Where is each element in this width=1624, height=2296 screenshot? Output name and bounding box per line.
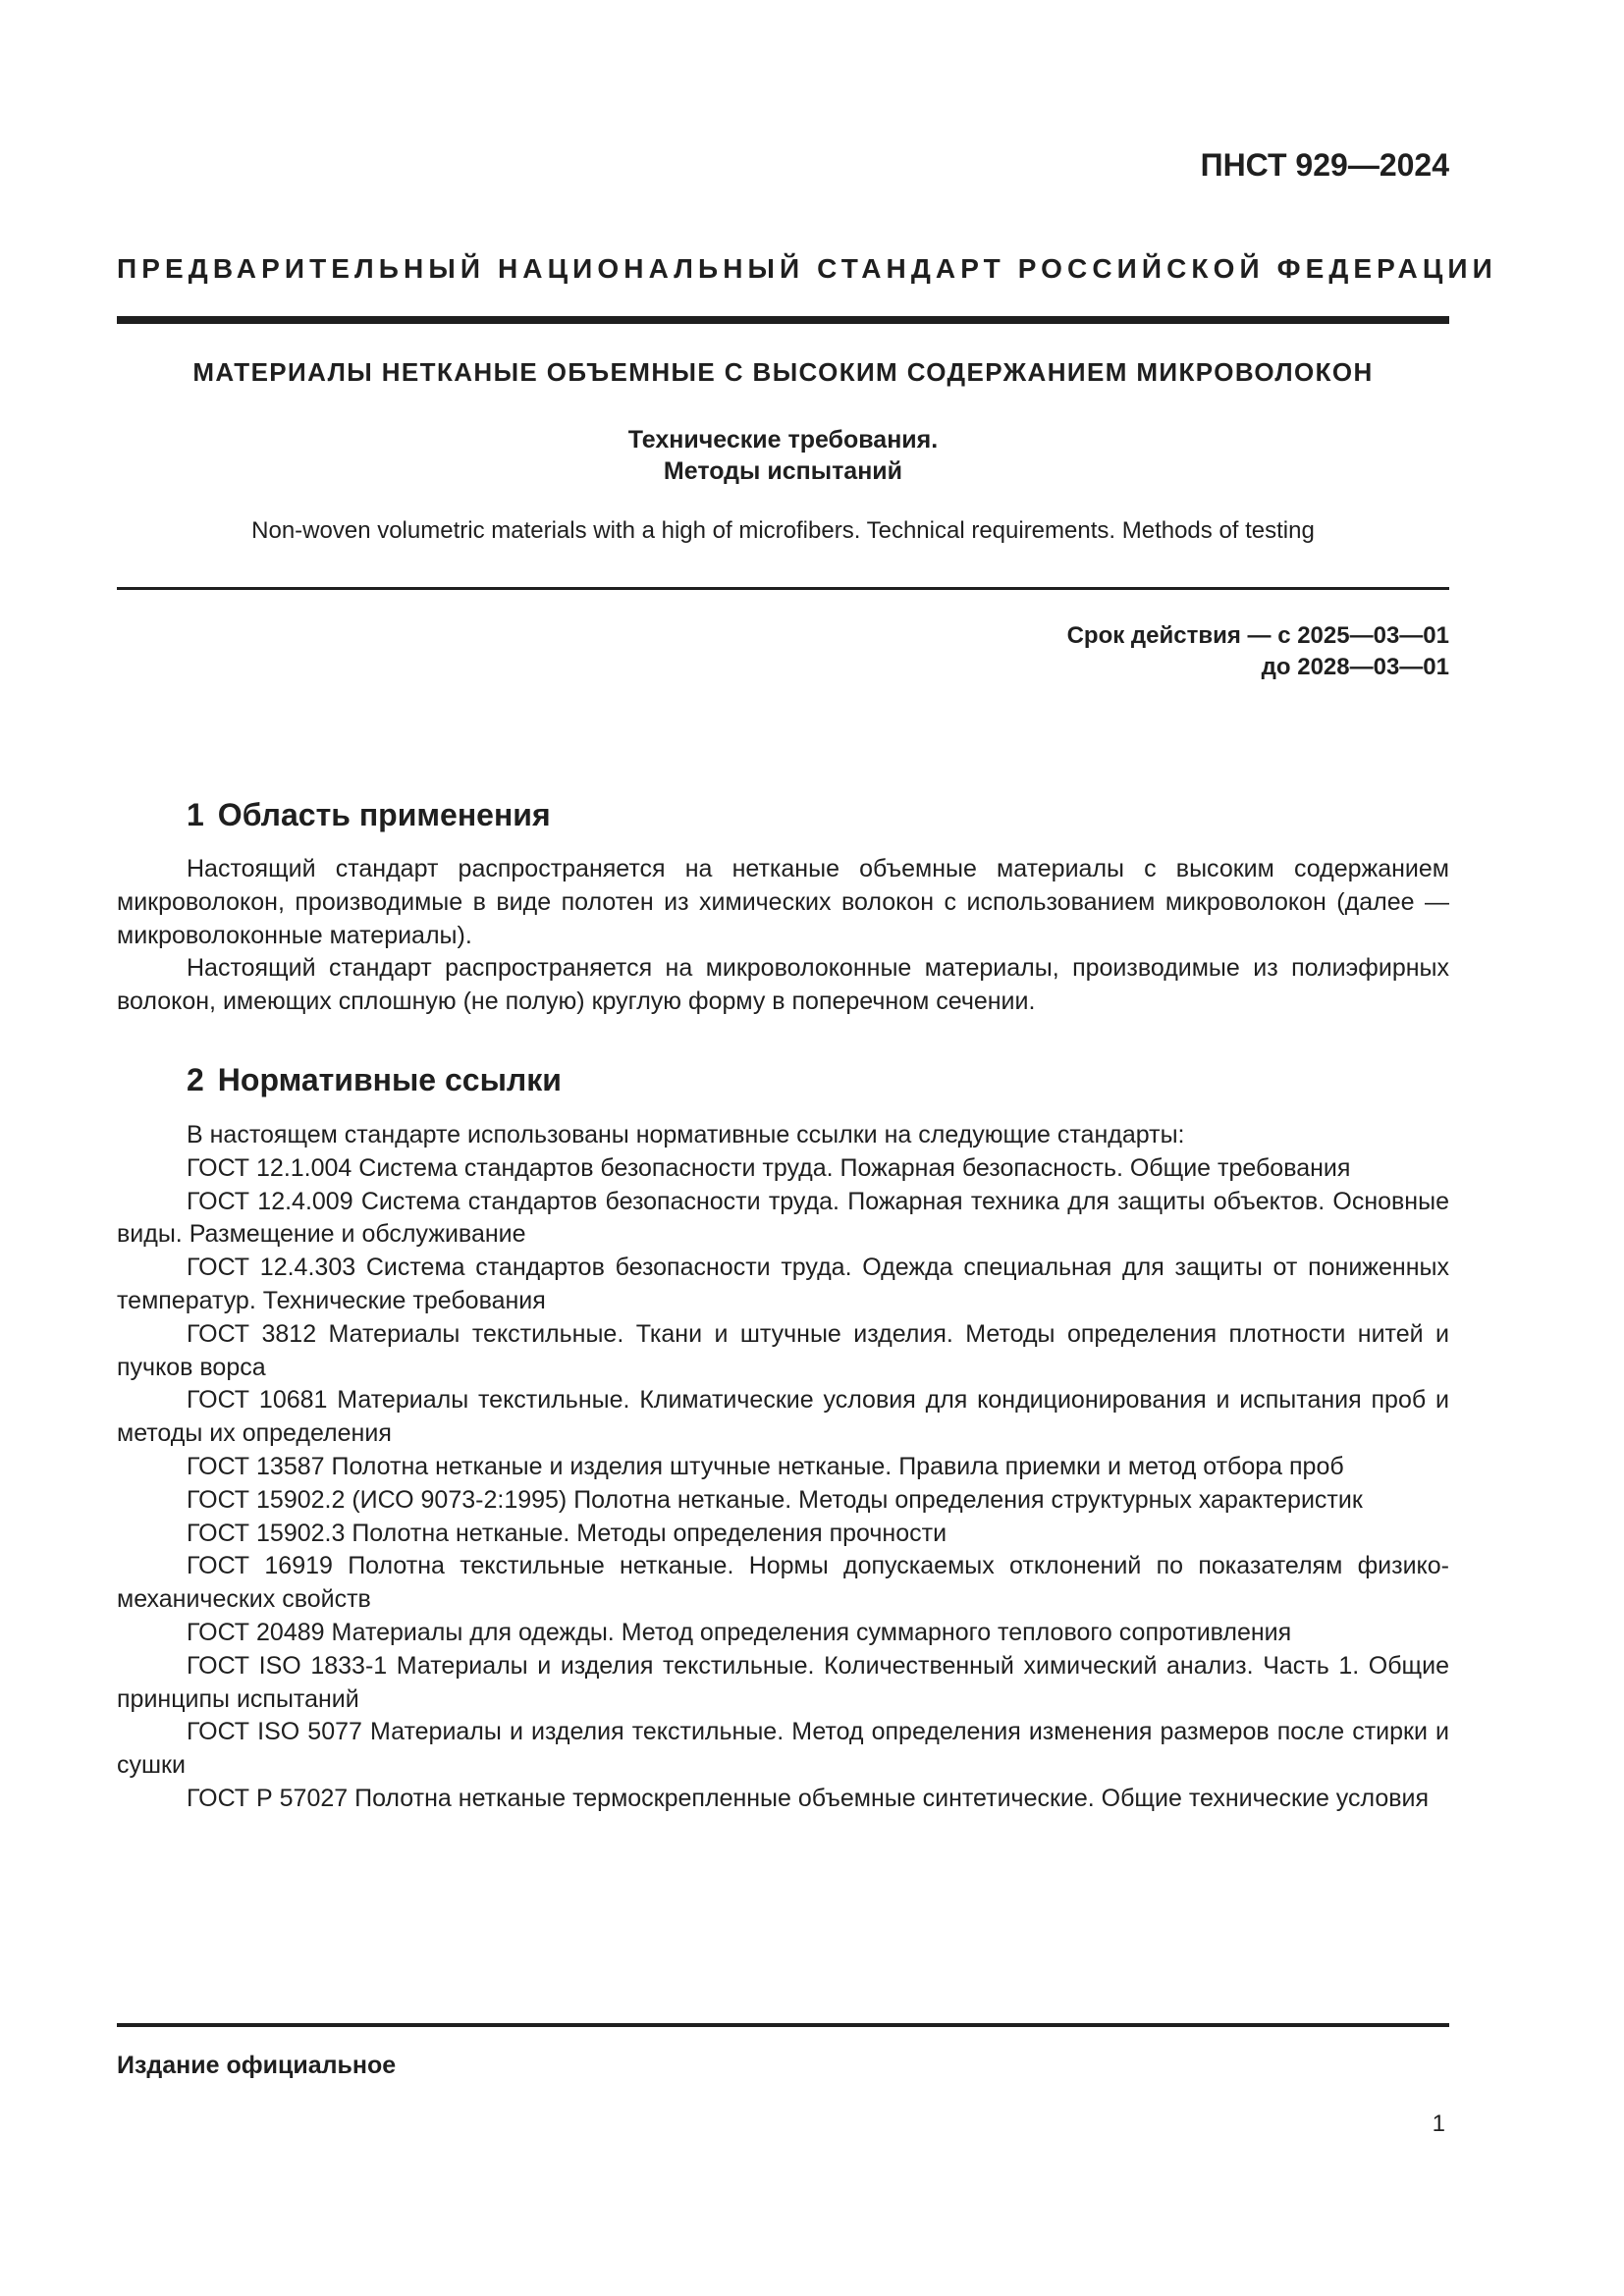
- paragraph: Настоящий стандарт распространяется на нетканые объемные материалы с высоким содержанием микроволокон, производимые в виде полотен из химических волокон с использованием микроволокон (далее — микроволоконные материалы).: [117, 855, 1449, 949]
- validity-period: [1067, 620, 1449, 683]
- reference-item: ГОСТ 10681 Материалы текстильные. Климатические условия для кондиционирования и испытания проб и методы их определения: [117, 1386, 1449, 1448]
- reference-item: ГОСТ 3812 Материалы текстильные. Ткани и штучные изделия. Методы определения плотности нитей и пучков ворса: [117, 1319, 1449, 1381]
- official-edition-label: Издание официальное: [117, 2052, 397, 2079]
- subtitle-line-1: Технические требования.: [627, 426, 939, 454]
- document-title: МАТЕРИАЛЫ НЕТКАНЫЕ ОБЪЕМНЫЕ С ВЫСОКИМ СОДЕРЖАНИЕМ МИКРОВОЛОКОН: [192, 357, 1374, 387]
- validity-end: до 2028—03—01: [1261, 654, 1449, 680]
- section-2-number: 2: [187, 1062, 204, 1097]
- reference-item: ГОСТ 12.1.004 Система стандартов безопасности труда. Пожарная безопасность. Общие требования: [187, 1153, 1351, 1182]
- reference-item: ГОСТ 12.4.009 Система стандартов безопасности труда. Пожарная техника для защиты объектов. Основные виды. Размещение и обслуживание: [117, 1187, 1449, 1249]
- reference-item: ГОСТ 16919 Полотна текстильные нетканые. Нормы допускаемых отклонений по показателям физико-механических свойств: [117, 1552, 1449, 1614]
- reference-item: ГОСТ Р 57027 Полотна нетканые термоскрепленные объемные синтетические. Общие технические условия: [187, 1784, 1430, 1812]
- english-title: Non-woven volumetric materials with a high of microfibers. Technical requirements. Methods of testing: [251, 517, 1315, 544]
- section-1-title: Область применения: [217, 797, 551, 832]
- thick-divider: [117, 316, 1449, 324]
- reference-item: ГОСТ 13587 Полотна нетканые и изделия штучные нетканые. Правила приемки и метод отбора проб: [187, 1452, 1344, 1480]
- subtitle-line-2: Методы испытаний: [663, 457, 903, 485]
- reference-item: ГОСТ 20489 Материалы для одежды. Метод определения суммарного теплового сопротивления: [187, 1618, 1292, 1646]
- document-type-heading: ПРЕДВАРИТЕЛЬНЫЙ НАЦИОНАЛЬНЫЙ СТАНДАРТ РОССИЙСКОЙ ФЕДЕРАЦИИ: [117, 253, 1497, 284]
- document-subtitle: [117, 424, 1449, 487]
- reference-item: ГОСТ 12.4.303 Система стандартов безопасности труда. Одежда специальная для защиты от пониженных температур. Технические требования: [117, 1254, 1449, 1314]
- footer-divider: [117, 2023, 1449, 2027]
- references-intro: В настоящем стандарте использованы нормативные ссылки на следующие стандарты:: [187, 1121, 1185, 1148]
- reference-item: ГОСТ ISO 1833-1 Материалы и изделия текстильные. Количественный химический анализ. Часть 1. Общие принципы испытаний: [117, 1651, 1449, 1713]
- section-2-heading: [187, 1062, 562, 1098]
- section-1-body: [117, 853, 1449, 1019]
- section-2-body: [117, 1119, 1449, 1816]
- thin-divider: [117, 587, 1449, 590]
- paragraph: Настоящий стандарт распространяется на микроволоконные материалы, производимые из полиэфирных волокон, имеющих сплошную (не полую) круглую форму в поперечном сечении.: [117, 954, 1449, 1016]
- reference-item: ГОСТ 15902.2 (ИСО 9073-2:1995) Полотна нетканые. Методы определения структурных характеристик: [187, 1485, 1363, 1514]
- validity-start: Срок действия — с 2025—03—01: [1066, 622, 1449, 649]
- page-number: 1: [1432, 2110, 1445, 2137]
- document-number: ПНСТ 929—2024: [1200, 147, 1449, 183]
- reference-item: ГОСТ 15902.3 Полотна нетканые. Методы определения прочности: [187, 1519, 947, 1547]
- section-1-heading: [187, 797, 551, 833]
- reference-item: ГОСТ ISO 5077 Материалы и изделия текстильные. Метод определения изменения размеров после стирки и сушки: [117, 1718, 1449, 1780]
- section-2-title: Нормативные ссылки: [217, 1062, 562, 1097]
- section-1-number: 1: [187, 797, 204, 832]
